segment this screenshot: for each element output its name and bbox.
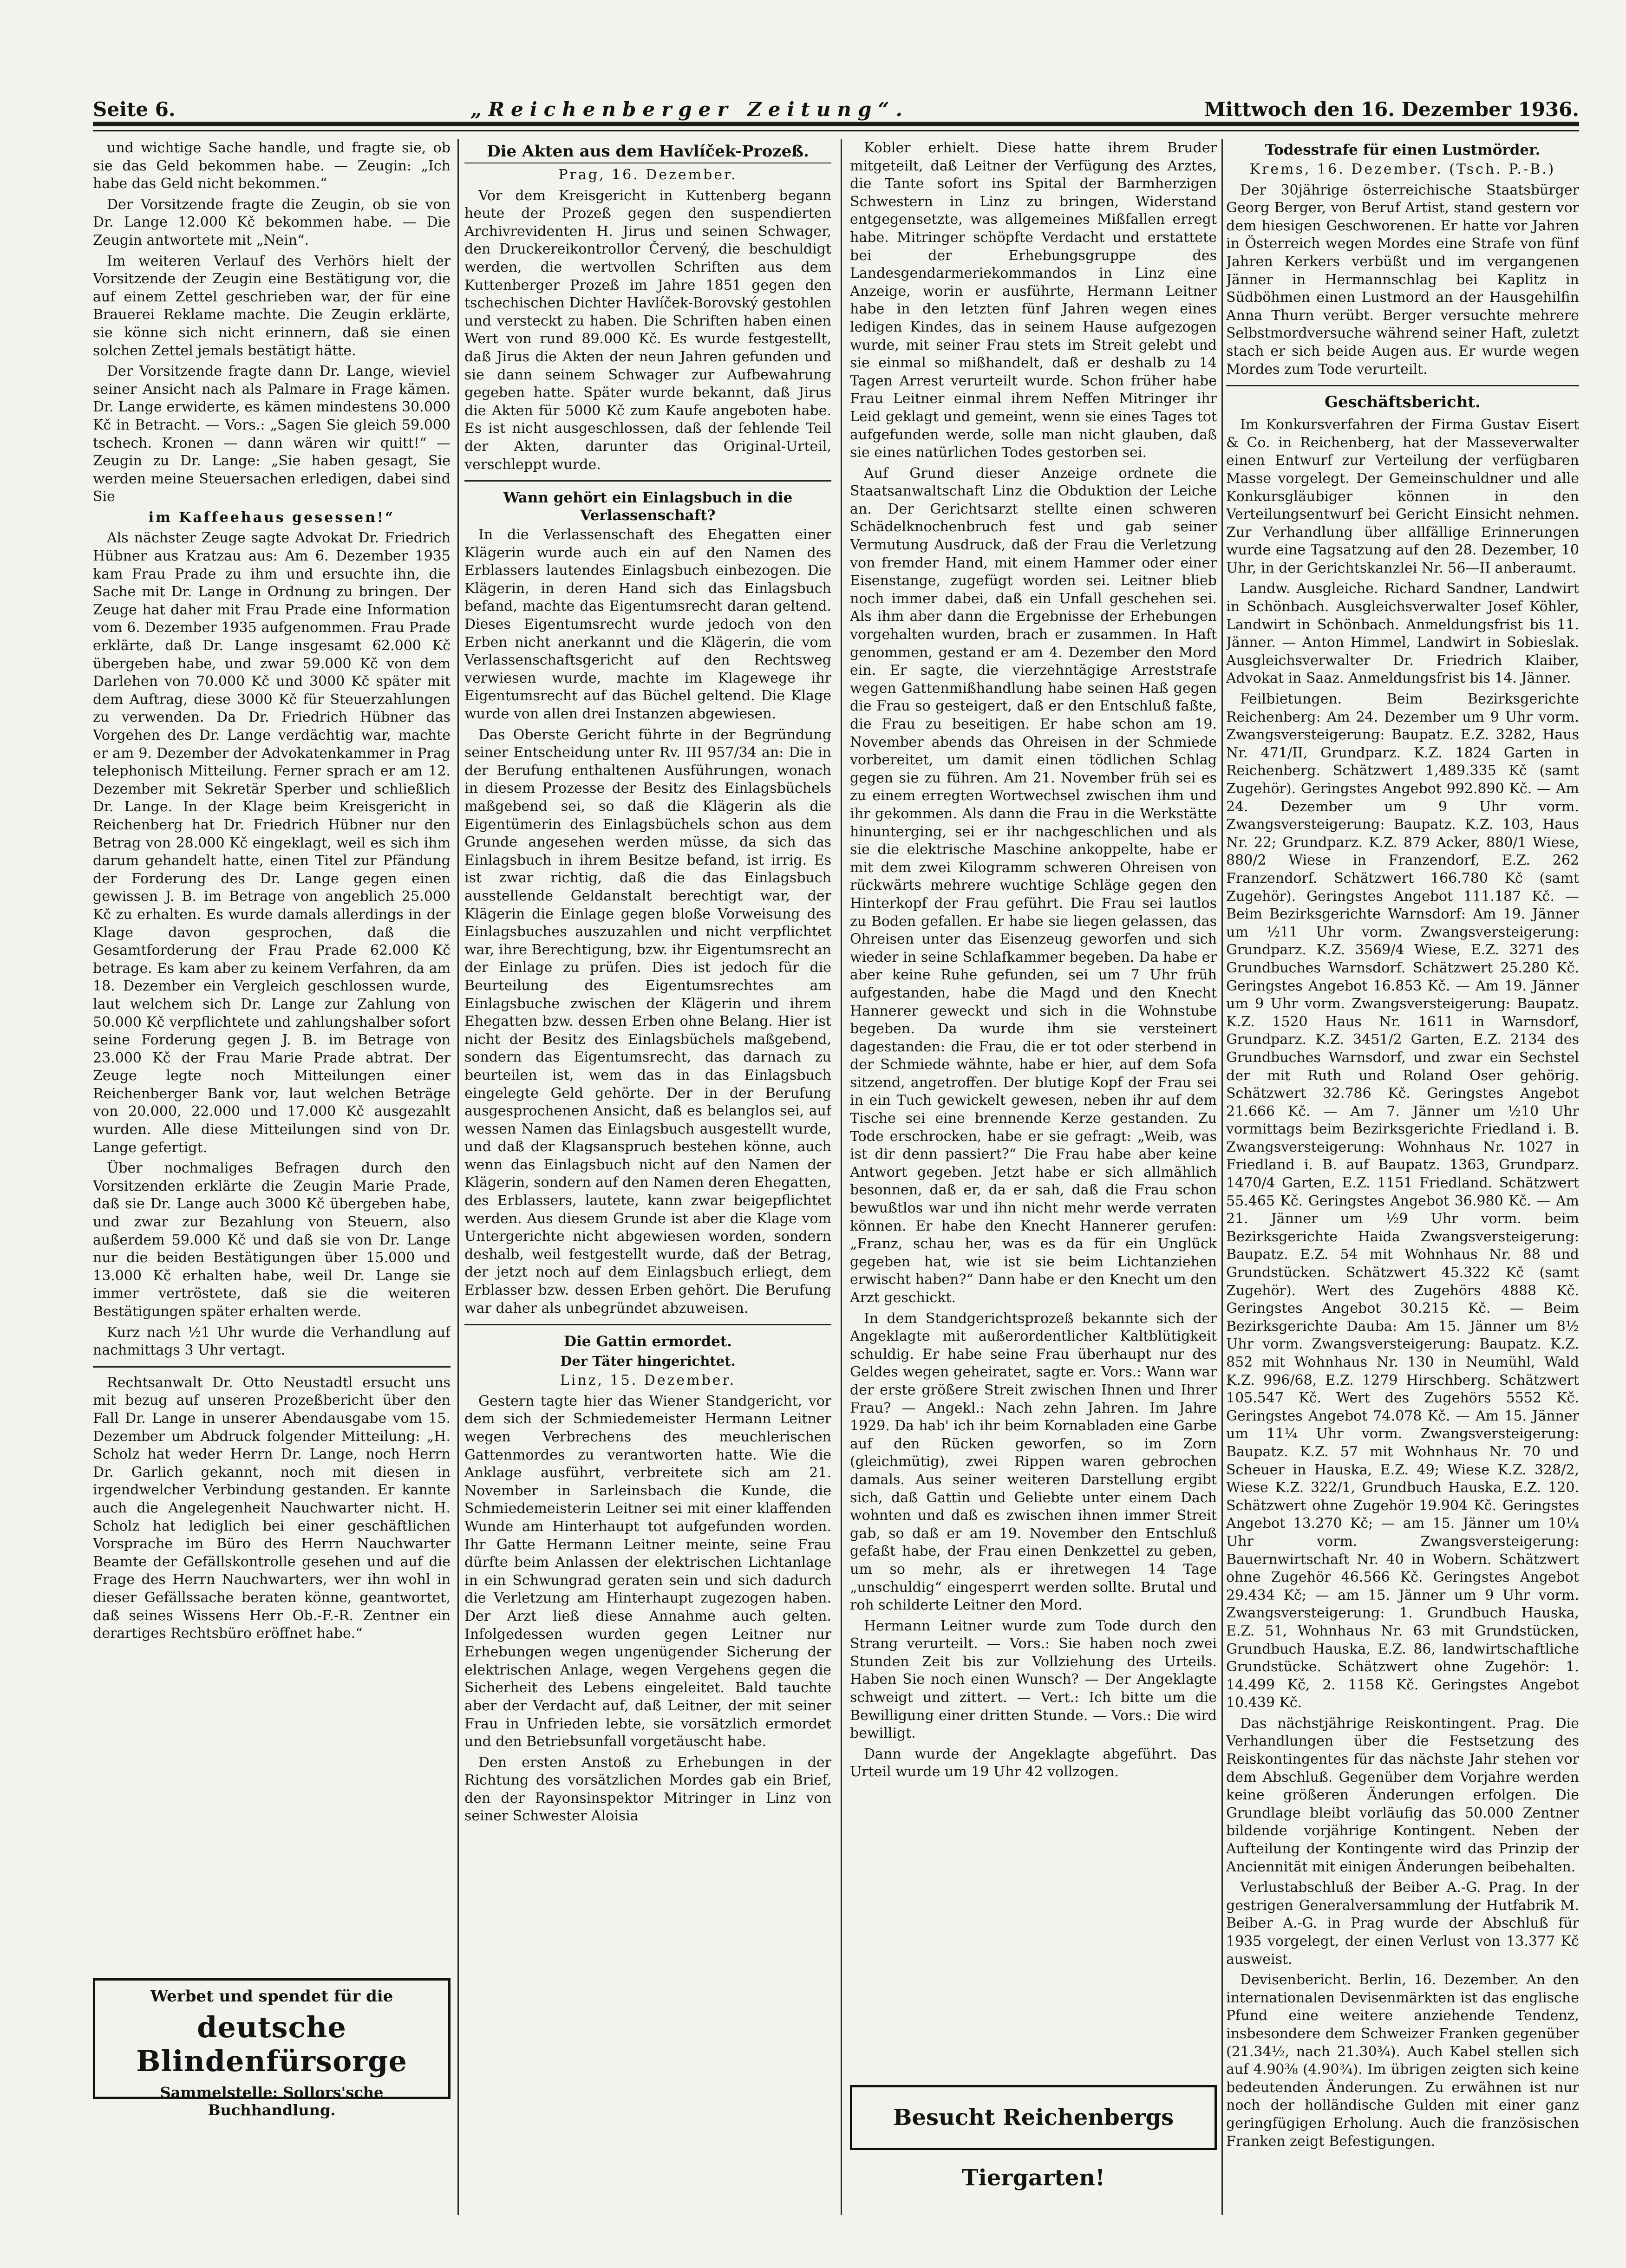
section-headline: Geschäftsbericht.: [1325, 393, 1481, 412]
masthead-rule: [93, 122, 1579, 126]
article-separator: [93, 1366, 451, 1368]
column-rule: [1221, 139, 1223, 2215]
ad-line: Werbet und spendet für die: [150, 1987, 393, 2006]
article-paragraph: Devisenbericht. Berlin, 16. Dezember. An den internationalen Devisenmärkten ist das englische Pfund eine weitere anziehende Tendenz, insbesondere dem Schweizer Franken gegenüber (21.34½, nach 21.30¾). Auch Kabel stellen sich auf 4.90⅜ (4.90¾). Im übrigen zeigten sich keine bedeutenden Änderungen. Zu erwähnen ist nur noch der holländische Gulden mit einer ganz geringfügigen Erholung. Auch die französischen Franken zeigt Befestigungen.: [1226, 1972, 1579, 2150]
column-2: [464, 139, 831, 2215]
article-paragraph: Das nächstjährige Reiskontingent. Prag. Die Verhandlungen über die Festsetzung des Reiskontingentes für das nächste Jahr stehen vor dem Abschluß. Gegenüber dem Vorjahre werden keine größeren Änderungen erfolgen. Die Grundlage bleibt vorläufig das 50.000 Zentner bildende vorjährige Kontingent. Neben der Aufteilung der Kontingente wird das Prinzip der Anciennität mit einigen Änderungen beibehalten.: [1226, 1715, 1579, 1875]
article-paragraph: In dem Standgerichtsprozeß bekannte sich der Angeklagte mit außerordentlicher Kaltblütigkeit schuldig. Er habe seine Frau überhaupt nur des Geldes wegen geheiratet, sagte er. Vors.: Wann war der erste größere Streit zwischen Ihnen und Ihrer Frau? — Angekl.: Nach zehn Jahren. Im Jahre 1929. Da hab' ich ihr beim Kornabladen eine Garbe auf den Rücken geworfen, so im Zorn (gleichmütig), zwei Rippen waren gebrochen damals. Aus seiner weiteren Darstellung ergibt sich, daß Gattin und Geliebte unter einem Dach wohnten und daß es zwischen ihnen immer Streit gab, so daß er am 19. November den Entschluß gefaßt habe, der Frau einen Denkzettel zu geben, um so mehr, als er ihretwegen 14 Tage „unschuldig“ eingesperrt werden sollte. Brutal und roh schilderte Leitner den Mord.: [850, 1310, 1217, 1614]
article-paragraph: Rechtsanwalt Dr. Otto Neustadtl ersucht uns mit bezug auf unseren Prozeßbericht über den Fall Dr. Lange in unserer Abendausgabe vom 15. Dezember um Abdruck folgender Mitteilung: „H. Scholz hat weder Herrn Dr. Lange, noch Herrn Dr. Garlich gekannt, noch mit diesen in irgendwelcher Verbindung gestanden. Er kannte auch die Angelegenheit Nauchwarter nicht. H. Scholz hat lediglich bei einer geschäftlichen Vorsprache im Büro des Herrn Nauchwarter Beamte der Gefällskontrolle gesehen und auf die Frage des Herrn Nauchwarters, wer ihn wohl in dieser Gefällssache beraten könne, geantwortet, daß seines Wissens Herr Ob.-F.-R. Zentner ein derartiges Rechtsbüro eröffnet habe.“: [93, 1374, 451, 1642]
article-separator: [464, 480, 831, 482]
article-paragraph: Kurz nach ½1 Uhr wurde die Verhandlung auf nachmittags 3 Uhr vertagt.: [93, 1324, 451, 1359]
article-paragraph: Im weiteren Verlauf des Verhörs hielt der Vorsitzende der Zeugin eine Bestätigung vor, die auf einem Zettel geschrieben war, der für eine Brauerei Reklame machte. Die Zeugin erklärte, sie könne sich nicht erinnern, daß sie einen solchen Zettel jemals bestätigt hätte.: [93, 253, 451, 359]
page-number: Seite 6.: [93, 98, 176, 121]
article-paragraph: Als nächster Zeuge sagte Advokat Dr. Friedrich Hübner aus Kratzau aus: Am 6. Dezember 1935 kam Frau Prade zu ihm und ersuchte ihn, die Sache mit Dr. Lange in Ordnung zu bringen. Der Zeuge hat daher mit Frau Prade eine Information vom 6. Dezember 1935 aufgenommen. Frau Prade erklärte, daß Dr. Lange insgesamt 62.000 Kč übergeben habe, und zwar 59.000 Kč von dem Darlehen von 70.000 Kč und 3000 Kč später mit dem Auftrag, diese 3000 Kč für Steuerzahlungen zu verwenden. Da Dr. Friedrich Hübner das Vorgehen des Dr. Lange verdächtig war, machte er am 9. Dezember der Advokatenkammer in Prag telephonisch Mitteilung. Ferner sprach er am 12. Dezember mit Sekretär Sperber und schließlich Dr. Lange. In der Klage beim Kreisgericht in Reichenberg hat Dr. Friedrich Hübner nur den Betrag von 28.000 Kč eingeklagt, weil es sich ihm darum gehandelt hatte, einen Titel zur Pfändung der Forderung des Dr. Lange gegen einen gewissen J. B. im Betrage von angeblich 25.000 Kč zu erhalten. Es wurde damals allerdings in der Klage davon gesprochen, daß die Gesamtforderung der Frau Prade 62.000 Kč betrage. Es kam aber zu keinem Verfahren, da am 18. Dezember ein Vergleich geschlossen wurde, laut welchem sich Dr. Lange zur Zahlung von 50.000 Kč verpflichtete und zahlungshalber sofort seine Forderung gegen J. B. im Betrage von 23.000 Kč der Frau Marie Prade abtrat. Der Zeuge legte noch Mitteilungen einer Reichenberger Bank vor, laut welchen Beträge von 20.000, 22.000 und 17.000 Kč ausgezahlt wurden. Alle diese Mitteilungen sind von Dr. Lange gefertigt.: [93, 530, 451, 1156]
article-paragraph: Der Vorsitzende fragte dann Dr. Lange, wieviel seiner Ansicht nach als Palmare in Frage kämen. Dr. Lange erwiderte, es kämen mindestens 30.000 Kč in Betracht. — Vors.: „Sagen Sie gleich 59.000 tschech. Kronen — dann wären wir quitt!“ — Zeugin zu Dr. Lange: „Sie haben gesagt, Sie werden meine Steuersachen erledigen, dabei sind Sie: [93, 363, 451, 505]
article-paragraph: Hermann Leitner wurde zum Tode durch den Strang verurteilt. — Vors.: Sie haben noch zwei Stunden Zeit bis zur Vollziehung des Urteils. Haben Sie noch einen Wunsch? — Der Angeklagte schweigt und zittert. — Vert.: Ich bitte um die Bewilligung einer dritten Stunde. — Vors.: Die wird bewilligt.: [850, 1617, 1217, 1742]
article-paragraph: Der 30jährige österreichische Staatsbürger Georg Berger, von Beruf Artist, stand gestern vor dem hiesigen Geschworenen. Er hatte vor Jahren in Österreich wegen Mordes eine Strafe von fünf Jahren Kerkers verbüßt und im vergangenen Jänner in Hermannschlag bei Kaplitz in Südböhmen einen Lustmord an der Hausgehilfin Anna Thurn verübt. Berger versuchte mehrere Selbstmordversuche während seiner Haft, zuletzt stach er sich beide Augen aus. Er wurde wegen Mordes zum Tode verurteilt.: [1226, 182, 1579, 378]
column-1: [93, 139, 451, 2215]
article-separator: [1226, 385, 1579, 386]
newspaper-title: „Reichenberger Zeitung“.: [470, 98, 909, 121]
article-paragraph: Landw. Ausgleiche. Richard Sandner, Landwirt in Schönbach. Ausgleichsverwalter Josef Köhler, Landwirt in Schönbach. Anmeldungsfrist bis 11. Jänner. — Anton Himmel, Landwirt in Sobieslak. Ausgleichsverwalter Dr. Friedrich Klaiber, Advokat in Saaz. Anmeldungsfrist bis 14. Jänner.: [1226, 580, 1579, 687]
article-paragraph: Über nochmaliges Befragen durch den Vorsitzenden erklärte die Zeugin Marie Prade, daß sie Dr. Lange auch 3000 Kč übergeben habe, und zwar zur Bezahlung von Steuern, also außerdem 59.000 Kč und daß sie von Dr. Lange nur die beiden Bestätigungen über 15.000 und 13.000 Kč erhalten habe, weil Dr. Lange sie immer vertröstete, daß sie die weiteren Bestätigungen später erhalten werde.: [93, 1160, 451, 1320]
article-headline: Wann gehört ein Einlagsbuch in die Verlassenschaft?: [503, 489, 793, 524]
column-4: [1226, 139, 1579, 2215]
ad-headline: deutsche Blindenfürsorge: [136, 2010, 407, 2078]
article-paragraph: Feilbietungen. Beim Bezirksgerichte Reichenberg: Am 24. Dezember um 9 Uhr vorm. Zwangsversteigerung: Baupatz. E.Z. 3282, Haus Nr. 471/II, Grundparz. K.Z. 1824 Garten in Reichenberg. Schätzwert 1,489.335 Kč (samt Zugehör). Geringstes Angebot 992.890 Kč. — Am 24. Dezember um 9 Uhr vorm. Zwangsversteigerung: Baupatz. K.Z. 103, Haus Nr. 22; Grundparz. K.Z. 879 Acker, 880/1 Wiese, 880/2 Wiese in Franzendorf, E.Z. 262 Franzendorf. Schätzwert 166.780 Kč (samt Zugehör). Geringstes Angebot 111.187 Kč. — Beim Bezirksgerichte Warnsdorf: Am 19. Jänner um ½11 Uhr vorm. Zwangsversteigerung: Grundparz. K.Z. 3569/4 Wiese, E.Z. 3271 des Grundbuches Warnsdorf. Schätzwert 25.280 Kč. Geringstes Angebot 16.853 Kč. — Am 19. Jänner um 9 Uhr vorm. Zwangsversteigerung: Baupatz. K.Z. 1520 Haus Nr. 1611 in Warnsdorf, Grundparz. K.Z. 3451/2 Garten, E.Z. 2134 des Grundbuches Warnsdorf, und zwar ein Sechstel der mit Ruth und Roland Oser gehörig. Schätzwert 32.786 Kč. Geringstes Angebot 21.666 Kč. — Am 7. Jänner um ½10 Uhr vormittags beim Bezirksgerichte Friedland i. B. Zwangsversteigerung: Wohnhaus Nr. 1027 in Friedland i. B. auf Baupatz. 1363, Grundparz. 1470/4 Garten, E.Z. 1151 Friedland. Schätzwert 55.465 Kč. Geringstes Angebot 36.980 Kč. — Am 21. Jänner um ½9 Uhr vorm. beim Bezirksgerichte Haida Zwangsversteigerung: Baupatz. E.Z. 54 mit Wohnhaus Nr. 88 und Grundstücken. Schätzwert 45.322 Kč (samt Zugehör). Wert des Zugehörs 4888 Kč. Geringstes Angebot 30.215 Kč. — Beim Bezirksgerichte Dauba: Am 15. Jänner um 8½ Uhr vorm. Zwangsversteigerung: Baupatz. K.Z. 852 mit Wohnhaus Nr. 130 in Neumühl, Wald K.Z. 996/68, E.Z. 1279 Hirschberg. Schätzwert 105.547 Kč. Wert des Zugehörs 5552 Kč. Geringstes Angebot 74.078 Kč. — Am 15. Jänner um 11¼ Uhr vorm. Zwangsversteigerung: Baupatz. K.Z. 57 mit Wohnhaus Nr. 70 und Scheuer in Hauska, E.Z. 49; Wiese K.Z. 328/2, Wiese K.Z. 322/1, Grundbuch Hauska, E.Z. 120. Schätzwert ohne Zugehör 19.904 Kč. Geringstes Angebot 13.270 Kč; — am 15. Jänner um 10¼ Uhr vorm. Zwangsversteigerung: Bauernwirtschaft Nr. 40 in Wobern. Schätzwert ohne Zugehör 46.566 Kč. Geringstes Angebot 29.434 Kč; — am 15. Jänner um 9 Uhr vorm. Zwangsversteigerung: 1. Grundbuch Hauska, E.Z. 51, Wohnhaus Nr. 63 mit Grundstücken, Grundbuch Hauska, E.Z. 86, landwirtschaftliche Grundstücke. Schätzwert ohne Zugehör: 1. 14.499 Kč, 2. 1158 Kč. Geringstes Angebot 10.439 Kč.: [1226, 691, 1579, 1711]
article-paragraph: im Kaffeehaus gesessen!“: [148, 509, 395, 526]
article-paragraph: Vor dem Kreisgericht in Kuttenberg begann heute der Prozeß gegen den suspendierten Archivrevidenten H. Jirus und seinen Schwager, den Druckereikontrollor Červený, die beschuldigt werden, die wertvollen Schriften aus dem Kuttenberger Prozeß im Jahre 1851 gegen den tschechischen Dichter Havlíček-Borovský gestohlen und versteckt zu haben. Die Schriften haben einen Wert von rund 89.000 Kč. Es wurde festgestellt, daß Jirus die Akten der neun Jahren gefunden und sie dann seinem Schwager zur Aufbewahrung gegeben hatte. Später wurde bekannt, daß Jirus die Akten für 5000 Kč zum Kaufe angeboten habe. Es ist nicht ausgeschlossen, daß der fehlende Teil der Akten, darunter das Original-Urteil, verschleppt wurde.: [464, 187, 831, 473]
article-separator: [464, 1324, 831, 1325]
article-paragraph: Dann wurde der Angeklagte abgeführt. Das Urteil wurde um 19 Uhr 42 vollzogen.: [850, 1746, 1217, 1780]
column-3: [850, 139, 1217, 2076]
article-paragraph: Auf Grund dieser Anzeige ordnete die Staatsanwaltschaft Linz die Obduktion der Leiche an. Der Gerichtsarzt stellte einen schweren Schädelknochenbruch fest und gab seiner Vermutung Ausdruck, daß der Frau die Verletzung von fremder Hand, mit einem Hammer oder einer Eisenstange, zugefügt worden sei. Leitner blieb noch immer dabei, daß ein Unfall geschehen sei. Als ihm aber dann die Ergebnisse der Erhebungen vorgehalten wurden, brach er zusammen. In Haft genommen, gestand er am 4. Dezember den Mord ein. Er sagte, die vierzehntägige Arreststrafe wegen Gattenmißhandlung habe seinen Haß gegen die Frau so gesteigert, daß er den Entschluß faßte, die Frau zu beseitigen. Er habe schon am 19. November abends das Ohreisen in der Schmiede vorbereitet, um damit einen tödlichen Schlag gegen sie zu führen. Am 21. November früh sei es zu einem erregten Wortwechsel zwischen ihm und ihr gekommen. Als dann die Frau in die Werkstätte hinunterging, sei er ihr nachgeschlichen und als sie die elektrische Maschine ankoppelte, habe er mit dem zwei Kilogramm schweren Ohreisen von rückwärts mehrere wuchtige Schläge gegen den Hinterkopf der Frau geführt. Die Frau sei lautlos zu Boden gefallen. Er habe sie liegen gelassen, das Ohreisen unter das Eisenzeug geworfen und sich wieder in seine Schlafkammer begeben. Da habe er aber keine Ruhe gefunden, sei um 7 Uhr früh aufgestanden, habe die Magd und den Knecht Hannerer geweckt und sich in die Wohnstube begeben. Da wurde ihm sie versteinert dagestanden: die Frau, die er tot oder sterbend in der Schmiede wähnte, habe er hier, auf dem Sofa sitzend, angetroffen. Der blutige Kopf der Frau sei in ein Tuch gewickelt gewesen, neben ihr auf dem Tische sei eine brennende Kerze gestanden. Zu Tode erschrocken, habe er sie gefragt: „Weib, was ist dir denn passiert?“ Die Frau habe aber keine Antwort gegeben. Jetzt habe er sich allmählich besonnen, daß er, da er sah, daß die Frau schon bewußtlos war und ihn nicht mehr werde verraten können. Er habe den Knecht Hannerer gerufen: „Franz, schau her, was es da für ein Unglück gegeben hat, wie ist sie beim Lichtanziehen erwischt haben?“ Dann habe er den Knecht um den Arzt geschickt.: [850, 465, 1217, 1306]
article-paragraph: Kobler erhielt. Diese hatte ihrem Bruder mitgeteilt, daß Leitner der Verfügung des Arztes, die Tante sofort ins Spital der Barmherzigen Schwestern in Linz zu bringen, Widerstand entgegensetzte, was allgemeines Mißfallen erregt habe. Mitringer schöpfte Verdacht und erstattete bei der Erhebungsgruppe des Landesgendarmeriekommandos in Linz eine Anzeige, worin er ausführte, Hermann Leitner habe in den letzten fünf Jahren wegen eines ledigen Kindes, das in seinem Hause aufgezogen wurde, mit seiner Frau stets im Streit gelebt und sie einmal so mißhandelt, daß er deshalb zu 14 Tagen Arrest verurteilt wurde. Schon früher habe Frau Leitner einmal ihrem Neffen Mitringer ihr Leid geklagt und gemeint, wenn sie eines Tages tot aufgefunden werde, solle man nicht glauben, daß sie eines natürlichen Todes gestorben sei.: [850, 140, 1217, 461]
article-headline: Die Akten aus dem Havlíček-Prozeß.: [464, 142, 831, 163]
issue-date: Mittwoch den 16. Dezember 1936.: [1204, 98, 1579, 121]
masthead-rule-thin: [93, 130, 1579, 131]
article-paragraph: und wichtige Sache handle, und fragte sie, ob sie das Geld bekommen habe. — Zeugin: „Ich habe das Geld nicht bekommen.“: [93, 140, 451, 192]
dateline: Prag, 16. Dezember.: [558, 167, 738, 183]
article-paragraph: In die Verlassenschaft des Ehegatten einer Klägerin wurde auch ein auf den Namen des Erblassers lautendes Einlagsbuch einbezogen. Die Klägerin, in deren Hand sich das Einlagsbuch befand, machte das Eigentumsrecht daran geltend. Dieses Eigentumsrecht wurde jedoch von den Erben nicht anerkannt und die Klägerin, die vom Verlassenschaftsgericht auf den Rechtsweg verwiesen wurde, machte im Klagewege ihr Eigentumsrecht auf das Büchel geltend. Die Klage wurde von allen drei Instanzen abgewiesen.: [464, 527, 831, 723]
dateline: Krems, 16. Dezember. (Tsch. P.-B.): [1249, 161, 1556, 177]
ad-line: Sammelstelle: Sollors'sche Buchhandlung.: [160, 2084, 384, 2119]
article-paragraph: Der Vorsitzende fragte die Zeugin, ob sie von Dr. Lange 12.000 Kč bekommen habe. — Die Zeugin antwortete mit „Nein“.: [93, 196, 451, 248]
article-subheadline: Der Täter hingerichtet.: [560, 1353, 736, 1369]
article-paragraph: Verlustabschluß der Beiber A.-G. Prag. In der gestrigen Generalversammlung der Hutfabrik M. Beiber A.-G. in Prag wurde der Abschluß für 1935 vorgelegt, der einen Verlust von 13.377 Kč ausweist.: [1226, 1879, 1579, 1968]
article-paragraph: Den ersten Anstoß zu Erhebungen in der Richtung des vorsätzlichen Mordes gab ein Brief, den der Rayonsinspektor Mitringer in Linz von seiner Schwester Aloisia: [464, 1754, 831, 1825]
article-paragraph: Das Oberste Gericht führte in der Begründung seiner Entscheidung unter Rv. III 957/34 an: Die in der Berufung enthaltenen Ausführungen, wonach in diesem Prozesse der Besitz des Einlagsbüchels maßgebend sei, so daß die Klägerin als die Eigentümerin des Einlagsbüchels schon aus dem Grunde angesehen werden müsse, da sich das Einlagsbuch in ihrem Besitze befand, ist irrig. Es ist zwar richtig, daß die das Einlagsbuch ausstellende Geldanstalt berechtigt war, der Klägerin die Einlage gegen bloße Vorweisung des Einlagsbuches auszuzahlen und nicht verpflichtet war, ihre Berechtigung, bzw. ihr Eigentumsrecht an der Einlage zu prüfen. Dies ist jedoch für die Beurteilung des Eigentumsrechtes am Einlagsbuche zwischen der Klägerin und ihrem Ehegatten bzw. dessen Erben ohne Belang. Hier ist nicht der Besitz des Einlagsbüchels maßgebend, sondern das Eigentumsrecht, das darnach zu beurteilen ist, wem das in das Einlagsbuch eingelegte Geld gehörte. Der in der Berufung ausgesprochenen Ansicht, daß es belanglos sei, auf wessen Namen das Einlagsbuch ausgestellt wurde, und daß der Klagsanspruch bestehen könne, auch wenn das Einlagsbuch nicht auf den Namen der Klägerin, sondern auf den Namen deren Ehegatten, des Erblassers, lautete, kann zwar beigepflichtet werden. Aus diesem Grunde ist aber die Klage vom Untergerichte nicht abgewiesen worden, sondern deshalb, weil festgestellt wurde, daß der Betrag, der jetzt noch auf dem Einlagsbuch erliegt, dem Erblasser bzw. dessen Erben gehört. Die Berufung war daher als unbegründet abzuweisen.: [464, 726, 831, 1316]
dateline: Linz, 15. Dezember.: [560, 1372, 736, 1389]
article-headline: Die Gattin ermordet.: [564, 1333, 732, 1350]
masthead: [93, 88, 1579, 121]
article-paragraph: Gestern tagte hier das Wiener Standgericht, vor dem sich der Schmiedemeister Hermann Leitner wegen Verbrechens des meuchlerischen Gattenmordes zu verantworten hatte. Wie die Anklage ausführt, verbreitete sich am 21. November in Sarleinsbach die Kunde, die Schmiedemeisterin Leitner sei mit einer klaffenden Wunde am Hinterhaupt tot aufgefunden worden. Ihr Gatte Hermann Leitner meinte, seine Frau dürfte beim Anlassen der elektrischen Lichtanlage in ein Schwungrad geraten sein und sich dadurch die Verletzung am Hinterhaupt zugezogen haben. Der Arzt ließ diese Annahme auch gelten. Infolgedessen wurden gegen Leitner nur Erhebungen wegen ungenügender Sicherung der elektrischen Anlage, wegen Vergehens gegen die Sicherheit des Lebens eingeleitet. Bald tauchte aber der Verdacht auf, daß Leitner, der mit seiner Frau in Unfrieden lebte, sie vorsätzlich ermordet und den Betriebsunfall vorgetäuscht habe.: [464, 1393, 831, 1750]
advertisement-blindenfuersorge: [93, 1978, 451, 2119]
article-paragraph: Im Konkursverfahren der Firma Gustav Eisert & Co. in Reichenberg, hat der Masseverwalter einen Entwurf zur Verteilung der verfügbaren Masse vorgelegt. Der Gemeinschuldner und alle Konkursgläubiger können in den Verteilungsentwurf bei Gericht Einsicht nehmen. Zur Verhandlung über allfällige Erinnerungen wurde eine Tagsatzung auf den 28. Dezember, 10 Uhr, in der Gerichtskanzlei Nr. 56—II anberaumt.: [1226, 417, 1579, 576]
column-rule: [457, 139, 459, 2215]
article-headline: Todesstrafe für einen Lustmörder.: [1265, 142, 1541, 158]
advertisement-tiergarten: Besucht Reichenbergs Tiergarten!: [850, 2085, 1217, 2150]
column-rule: [841, 139, 842, 2215]
